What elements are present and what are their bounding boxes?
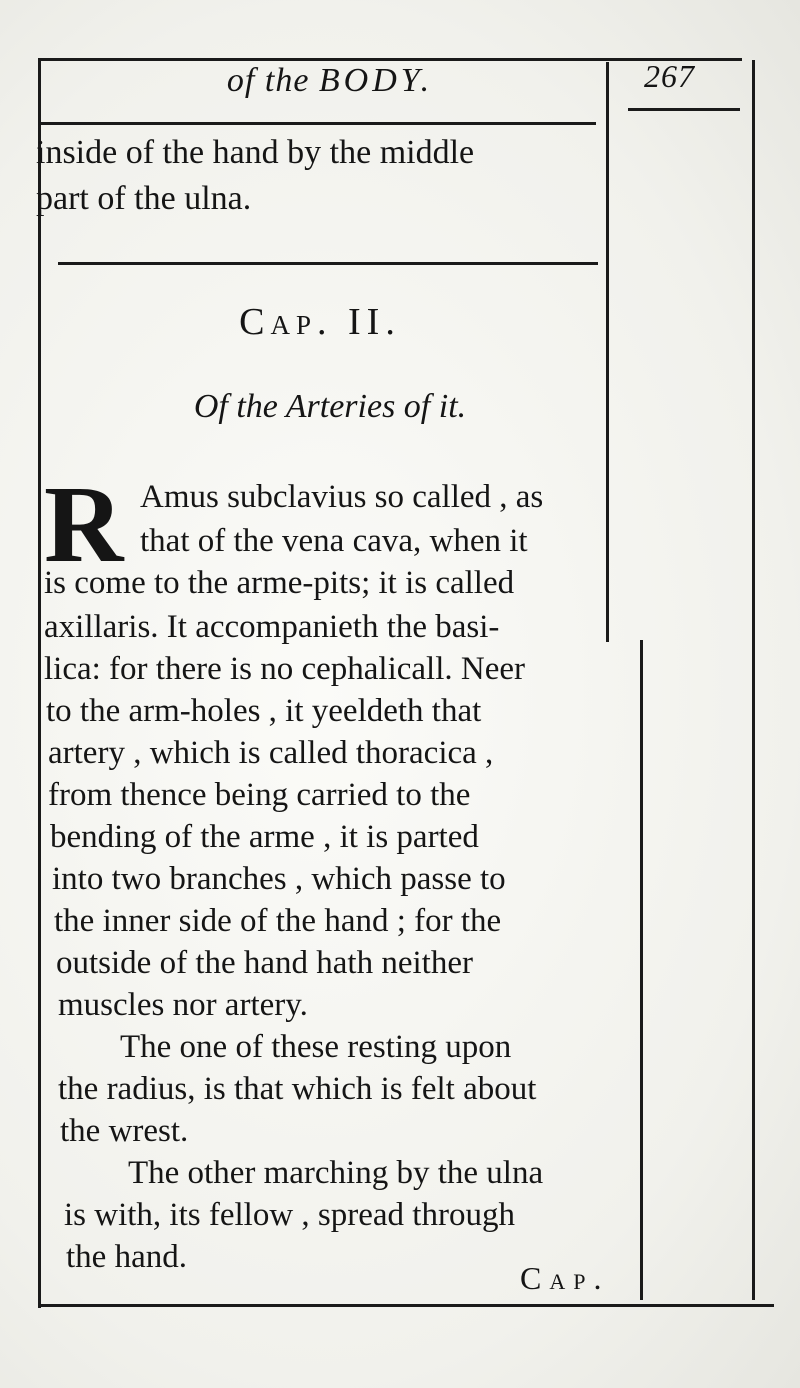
page-number: 267 (644, 58, 695, 94)
paragraph-line: is with, its fellow , spread through (64, 1197, 515, 1233)
header-bottom-rule (40, 122, 596, 125)
running-head-prefix: of the (226, 62, 310, 99)
paragraph-line: the radius, is that which is felt about (58, 1071, 537, 1107)
paragraph-line: bending of the arme , it is parted (50, 819, 479, 855)
paragraph-line: the inner side of the hand ; for the (54, 903, 502, 939)
paragraph-line: to the arm-holes , it yeeldeth that (46, 693, 482, 729)
carryover-line-1: inside of the hand by the middle (36, 134, 475, 171)
paragraph-line: lica: for there is no cephalicall. Neer (44, 651, 526, 687)
left-border-rule (38, 58, 41, 1308)
paragraph-line: Amus subclavius so called , as (140, 479, 544, 515)
drop-cap: R (44, 463, 124, 585)
paragraph-line: artery , which is called thoracica , (48, 735, 494, 771)
text-right-border-lower-rule (640, 640, 643, 1300)
paragraph-line: the hand. (66, 1239, 187, 1275)
chapter-subtitle: Of the Arteries of it. (193, 388, 467, 425)
header-top-rule (38, 58, 742, 61)
paragraph-line: into two branches , which passe to (52, 861, 506, 897)
paragraph-line: muscles nor artery. (58, 987, 308, 1023)
margin-right-border-rule (752, 60, 755, 1300)
paragraph-line: that of the vena cava, when it (140, 523, 528, 559)
header-right-rule (628, 108, 740, 111)
paragraph-line: from thence being carried to the (48, 777, 471, 813)
running-head-word: BODY. (318, 62, 434, 99)
paragraph-line: the wrest. (60, 1113, 189, 1149)
catchword: Cap. (520, 1260, 610, 1296)
paragraph-line: outside of the hand hath neither (56, 945, 473, 981)
paragraph-line: is come to the arme-pits; it is called (44, 565, 515, 601)
chapter-heading: Cap. II. (239, 301, 401, 343)
running-head (150, 62, 510, 100)
paragraph-line: axillaris. It accompanieth the basi- (44, 609, 500, 645)
paragraph-line: The one of these resting upon (120, 1029, 512, 1065)
section-divider-rule (58, 262, 598, 265)
paragraph-line: The other marching by the ulna (128, 1155, 544, 1191)
carryover-line-2: part of the ulna. (36, 180, 252, 217)
page-bottom-rule (40, 1304, 774, 1307)
